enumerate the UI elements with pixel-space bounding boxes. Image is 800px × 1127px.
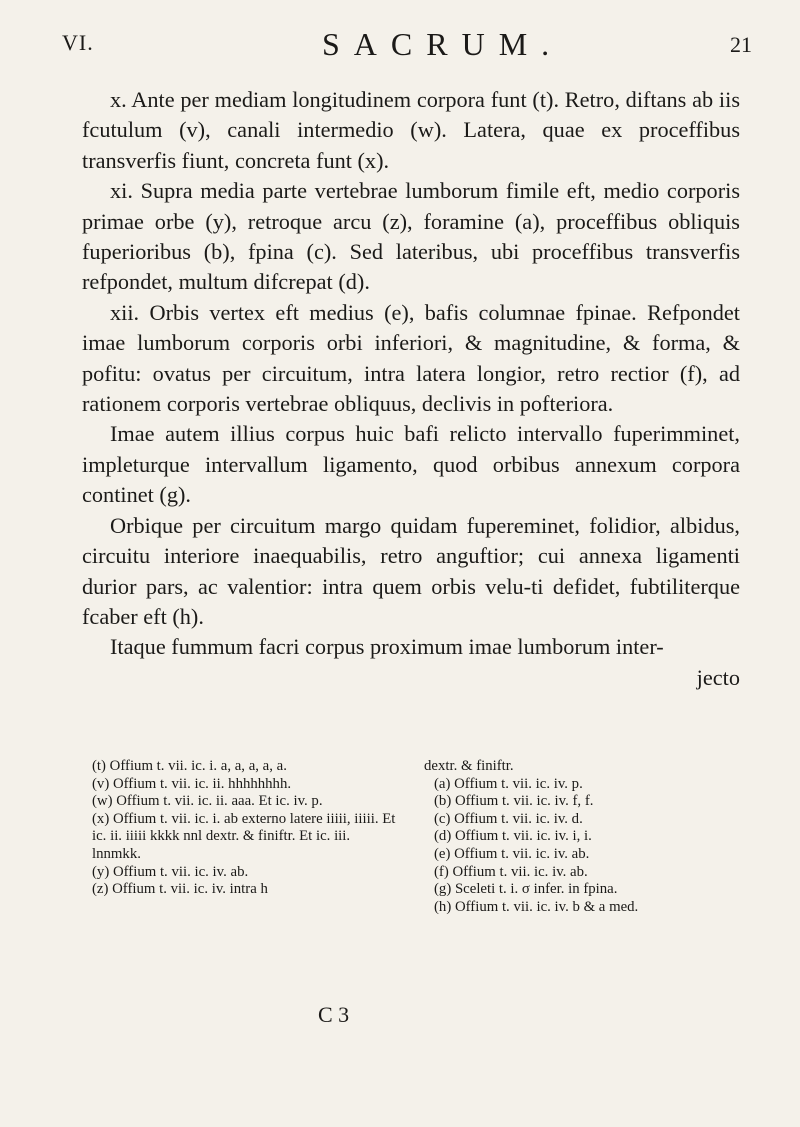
footnote-b: (b) Offium t. vii. ic. iv. f, f. [434, 793, 594, 810]
running-title: SACRUM. [322, 26, 564, 62]
paragraph-orbique: Orbique per circuitum margo quidam fupereminet, folidior, albidus, circuitu interiore inaequabilis, retro anguftior; cui annexa ligamenti durior pars, ac valentior: intra quem orbis velu-ti defidet, fubtiliterque fcaber eft (h). [82, 512, 740, 629]
footnote-continuation: dextr. & finiftr. [424, 758, 514, 774]
footnote-x: (x) Offium t. vii. ic. i. ab externo latere iiiii, iiiii. Et ic. ii. iiiii kkkk nnl dextr. & finiftr. Et ic. iii. lnnmkk. [92, 810, 396, 862]
signature-mark: C 3 [318, 1002, 350, 1027]
paragraph-itaque: Itaque fummum facri corpus proximum imae lumborum inter- [110, 634, 664, 660]
footnote-y: (y) Offium t. vii. ic. iv. ab. [92, 863, 249, 880]
paragraph-xi: xi. Supra media parte vertebrae lumborum fimile eft, medio corporis primae orbe (y), retroque arcu (z), foramine (a), proceffibus obliquis fuperioribus (b), fpina (c). Sed lateribus, ubi proceffibus transverfis refpondet, multum difcrepat (d). [82, 178, 740, 295]
footnote-f: (f) Offium t. vii. ic. iv. ab. [434, 863, 588, 880]
footnote-v: (v) Offium t. vii. ic. ii. hhhhhhhh. [92, 775, 292, 792]
footnote-w: (w) Offium t. vii. ic. ii. aaa. Et ic. iv. p. [92, 793, 323, 810]
running-header [62, 24, 760, 64]
footnotes-right-column [424, 758, 742, 916]
footnotes-left-column [82, 758, 400, 899]
paragraph-x: x. Ante per mediam longitudinem corpora funt (t). Retro, diftans ab iis fcutulum (v), canali intermedio (w). Latera, quae ex proceffibus transverfis fiunt, concreta funt (x). [82, 87, 740, 173]
footnote-t: (t) Offium t. vii. ic. i. a, a, a, a, a. [92, 758, 287, 774]
footnote-z: (z) Offium t. vii. ic. iv. intra h [92, 881, 268, 898]
footnote-e: (e) Offium t. vii. ic. iv. ab. [434, 845, 590, 862]
footnote-h: (h) Offium t. vii. ic. iv. b & a med. [434, 898, 639, 915]
paragraph-imae: Imae autem illius corpus huic bafi relicto intervallo fuperimminet, impleturque intervallum ligamento, quod orbibus annexum corpora continet (g). [82, 421, 740, 508]
footnote-a: (a) Offium t. vii. ic. iv. p. [434, 775, 583, 792]
page-number: 21 [730, 32, 752, 57]
paragraph-xii: xii. Orbis vertex eft medius (e), bafis columnae fpinae. Refpondet imae lumborum corporis orbi inferiori, & magnitudine, & forma, & pofitu: ovatus per circuitum, intra latera longior, retro rectior (f), ad rationem corporis vertebrae obliquus, declivis in pofteriora. [82, 299, 740, 417]
footnote-g: (g) Sceleti t. i. σ infer. in fpina. [434, 881, 618, 898]
footnote-c: (c) Offium t. vii. ic. iv. d. [434, 810, 583, 827]
main-text [82, 85, 740, 693]
chapter-number: VI. [62, 30, 94, 55]
catchword: jecto [696, 664, 740, 690]
footnote-d: (d) Offium t. vii. ic. iv. i, i. [434, 828, 592, 845]
